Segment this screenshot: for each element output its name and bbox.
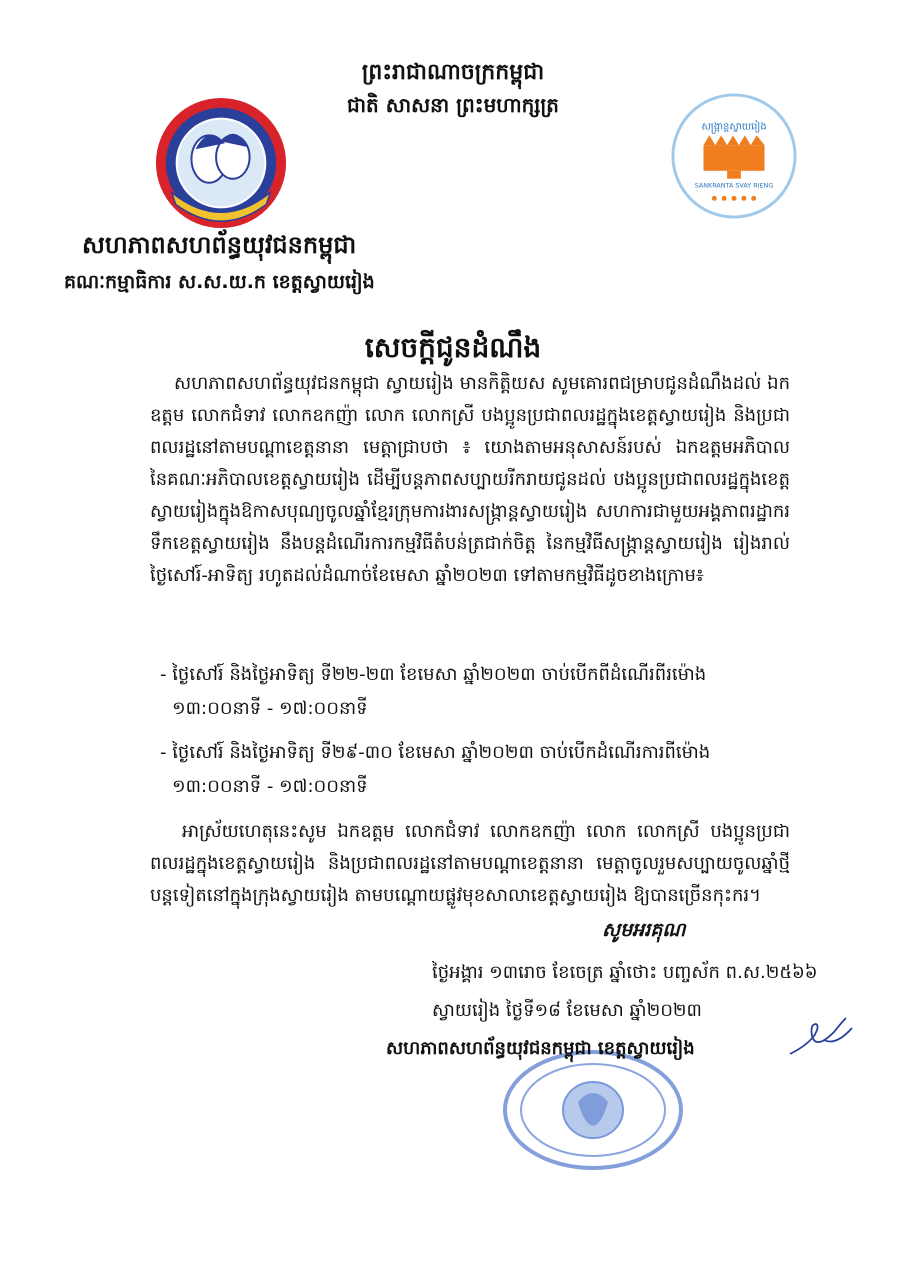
signature-icon	[786, 1010, 856, 1070]
kingdom-heading: ព្រះរាជាណាចក្រកម្ពុជា	[361, 60, 545, 85]
thanks-text: សូមអរគុណ	[602, 919, 686, 941]
body-paragraph-2: អាស្រ័យហេតុនេះសូម ឯកឧត្តម លោកជំទាវ លោកឧកញ៉ា លោក លោកស្រី បងប្អូនប្រជាពលរដ្ឋក្នុងខេត្តស្វាយរៀង និងប្រជាពលរដ្ឋនៅតាមបណ្ដាខេត្តនានា មេត្តាចូលរួមសប្បាយចូលឆ្នាំថ្មីបន្តទៀតនៅក្នុងក្រុងស្វាយរៀង តាមបណ្ដោយផ្លូវមុខសាលាខេត្តស្វាយរៀង ឱ្យបានច្រើនកុះករ។	[150, 821, 790, 906]
national-motto: ជាតិ សាសនា ព្រះមហាក្សត្រ	[347, 93, 559, 117]
body-paragraph-1: សហភាពសហព័ន្ធយុវជនកម្ពុជា ស្វាយរៀង មានកិត្តិយស សូមគោរពជម្រាបជូនដំណឹងដល់ ឯកឧត្តម លោកជំទាវ លោកឧកញ៉ា លោក លោកស្រី បងប្អូនប្រជាពលរដ្ឋក្នុងខេត្តស្វាយរៀង និងប្រជាពលរដ្ឋនៅតាមបណ្ដាខេត្តនានា មេត្តាជ្រាបថា ៖ យោងតាមអនុសាសន៍របស់ ឯកឧត្តមអភិបាលនៃគណៈអភិបាលខេត្តស្វាយរៀង ដើម្បីបន្តភាពសប្បាយរីករាយជូនដល់ បងប្អូនប្រជាពលរដ្ឋក្នុងខេត្តស្វាយរៀងក្នុងឱកាសបុណ្យចូលឆ្នាំខ្មែរក្រុមការងារសង្ក្រាន្តស្វាយរៀង សហការជាមួយអង្គភាពរដ្ឋាករទឹកខេត្តស្វាយរៀង នឹងបន្តដំណើរការកម្មវិធីតំបន់ត្រជាក់ចិត្ត នៃកម្មវិធីសង្ក្រាន្តស្វាយរៀង រៀងរាល់ថ្ងៃសៅរ៍-អាទិត្យ រហូតដល់ដំណាច់ខែមេសា ឆ្នាំ២០២៣ ទៅតាមកម្មវិធីដូចខាងក្រោម៖	[150, 373, 790, 586]
sankranta-logo-label: សង្ក្រាន្តស្វាយរៀង	[701, 121, 767, 133]
organization-name: សហភាពសហព័ន្ធយុវជនកម្ពុជា	[82, 231, 357, 259]
lunar-date: ថ្ងៃអង្គារ ១៣រោច ខែចេត្រ ឆ្នាំថោះ បញ្ចស័ក ព.ស.២៥៦៦	[432, 962, 818, 983]
schedule-item	[160, 658, 790, 726]
signatory-organization: សហភាពសហព័ន្ធយុវជនកម្ពុជា ខេត្តស្វាយរៀង	[386, 1038, 695, 1059]
sankranta-logo-latin: SANKRANTA SVAY RIENG	[694, 181, 774, 190]
committee-name: គណៈកម្មាធិការ ស.ស.យ.ក ខេត្តស្វាយរៀង	[64, 271, 375, 293]
schedule-item-time: ១៣:០០នាទី - ១៧:០០នាទី	[172, 698, 368, 719]
solar-date: ស្វាយរៀង ថ្ងៃទី១៨ ខែមេសា ឆ្នាំ២០២៣	[432, 1000, 702, 1021]
sankranta-logo-icon	[670, 92, 798, 220]
uyfc-logo-icon	[152, 94, 290, 232]
schedule-item	[160, 736, 790, 804]
schedule-item-time: ១៣:០០នាទី - ១៧:០០នាទី	[172, 776, 368, 797]
document-title: សេចក្ដីជូនដំណឹង	[364, 331, 542, 364]
schedule-item-line: - ថ្ងៃសៅរ៍ និងថ្ងៃអាទិត្យ ទី២២-២៣ ខែមេសា ឆ្នាំ២០២៣ ចាប់បើកពីដំណើរពីរម៉ោង	[160, 664, 707, 685]
schedule-item-line: - ថ្ងៃសៅរ៍ និងថ្ងៃអាទិត្យ ទី២៩-៣០ ខែមេសា ឆ្នាំ២០២៣ ចាប់បើកដំណើរការពីម៉ោង	[160, 742, 711, 763]
